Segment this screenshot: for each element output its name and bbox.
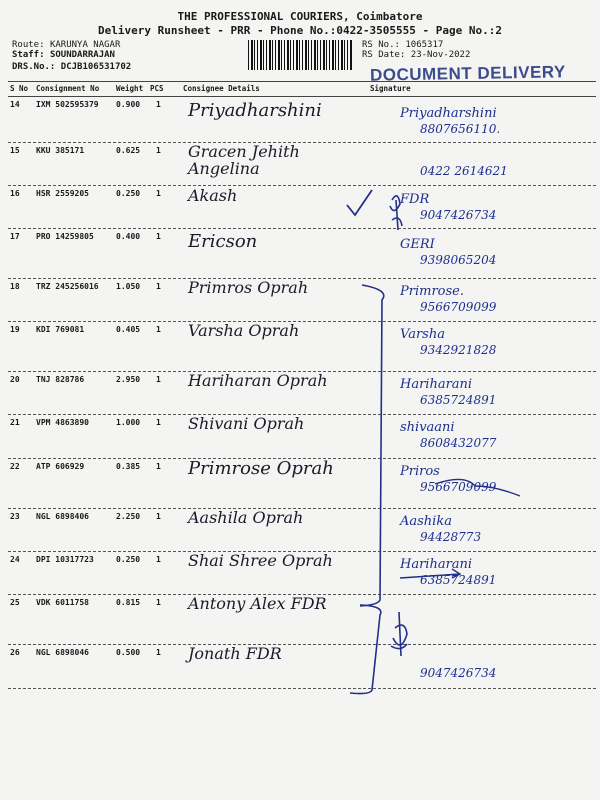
consignment-cell: KDI 769081 — [36, 325, 85, 334]
phone-handwritten: 9047426734 — [420, 666, 497, 680]
signature-loop — [435, 479, 520, 496]
consignee-handwritten: Gracen Jehith Angelina — [188, 142, 300, 178]
rs-date-label: RS Date: — [362, 50, 406, 60]
route-value: KARUNYA NAGAR — [49, 40, 121, 50]
weight-cell: 0.405 — [116, 325, 141, 334]
consignee-handwritten: Shivani Oprah — [188, 414, 305, 433]
phone-handwritten: 8807656110. — [420, 122, 501, 136]
signature-handwritten: Priyadharshini — [400, 106, 497, 121]
staff-value: SOUNDARRAJAN — [49, 50, 115, 60]
pcs-cell: 1 — [156, 100, 161, 109]
consignee-handwritten: Akash — [188, 186, 238, 205]
sno-cell: 20 — [10, 375, 20, 384]
sno-cell: 22 — [10, 462, 20, 471]
weight-cell: 1.000 — [116, 418, 141, 427]
signature-scribble — [390, 196, 402, 230]
consignment-cell: VDK 6011758 — [36, 598, 89, 607]
signature-handwritten: GERI — [400, 237, 435, 252]
consignee-handwritten: Varsha Oprah — [188, 321, 300, 340]
pcs-cell: 1 — [156, 648, 161, 657]
consignment-cell: TNJ 828786 — [36, 375, 85, 384]
col-signature: Signature — [370, 84, 411, 93]
route-label: Route: — [12, 40, 45, 50]
sno-cell: 25 — [10, 598, 20, 607]
phone-handwritten: 9566709099 — [420, 300, 497, 314]
pcs-cell: 1 — [156, 189, 161, 198]
sno-cell: 15 — [10, 146, 20, 155]
phone-handwritten: 6385724891 — [420, 393, 497, 407]
signature-handwritten: Varsha — [400, 327, 445, 342]
rs-no-label: RS No.: — [362, 40, 400, 50]
pcs-cell: 1 — [156, 146, 161, 155]
document-delivery-stamp: DOCUMENT DELIVERY — [369, 62, 566, 85]
weight-cell: 0.815 — [116, 598, 141, 607]
sno-cell: 18 — [10, 282, 20, 291]
weight-cell: 0.400 — [116, 232, 141, 241]
signature-handwritten: Hariharani — [400, 557, 473, 572]
company-title: THE PROFESSIONAL COURIERS, Coimbatore — [177, 10, 423, 23]
staff-label: Staff: — [12, 50, 45, 60]
consignee-handwritten: Antony Alex FDR — [188, 594, 327, 613]
sno-cell: 14 — [10, 100, 20, 109]
pcs-cell: 1 — [156, 462, 161, 471]
signature-handwritten: FDR — [400, 192, 430, 207]
col-weight: Weight — [116, 84, 144, 93]
consignment-cell: HSR 2559205 — [36, 189, 89, 198]
consignment-cell: ATP 606929 — [36, 462, 85, 471]
consignment-cell: IXM 502595379 — [36, 100, 99, 109]
consignee-handwritten: Jonath FDR — [188, 644, 282, 663]
phone-handwritten: 94428773 — [420, 530, 482, 544]
pcs-cell: 1 — [156, 512, 161, 521]
weight-cell: 0.900 — [116, 100, 141, 109]
phone-handwritten: 9566709099 — [420, 480, 497, 494]
pcs-cell: 1 — [156, 282, 161, 291]
arrow-mark — [400, 569, 460, 578]
consignment-cell: VPM 4863890 — [36, 418, 89, 427]
rs-date-value: 23-Nov-2022 — [410, 50, 471, 60]
consignment-cell: TRZ 245256016 — [36, 282, 99, 291]
sno-cell: 16 — [10, 189, 20, 198]
pcs-cell: 1 — [156, 598, 161, 607]
col-consignment: Consignment No — [36, 84, 100, 93]
phone-handwritten: 9047426734 — [420, 208, 497, 222]
phone-handwritten: 8608432077 — [420, 436, 497, 450]
consignment-cell: NGL 6898406 — [36, 512, 89, 521]
weight-cell: 0.385 — [116, 462, 141, 471]
weight-cell: 1.050 — [116, 282, 141, 291]
runsheet-subtitle: Delivery Runsheet - PRR - Phone No.:0422-3505555 - Page No.:2 — [98, 24, 502, 37]
weight-cell: 0.250 — [116, 189, 141, 198]
pcs-cell: 1 — [156, 232, 161, 241]
check-mark — [347, 190, 372, 215]
signature-handwritten: shivaani — [400, 420, 455, 435]
sno-cell: 19 — [10, 325, 20, 334]
sno-cell: 23 — [10, 512, 20, 521]
signature-scribble-2 — [391, 612, 407, 656]
signature-handwritten: Hariharani — [400, 377, 473, 392]
bracket-mark-lower — [350, 605, 381, 694]
consignee-handwritten: Aashila Oprah — [188, 508, 304, 527]
phone-handwritten: 9398065204 — [420, 253, 497, 267]
signature-handwritten: Aashika — [400, 514, 452, 529]
drs-label: DRS.No.: — [12, 62, 56, 72]
weight-cell: 0.500 — [116, 648, 141, 657]
sno-cell: 21 — [10, 418, 20, 427]
col-consignee: Consignee Details — [183, 84, 260, 93]
consignee-handwritten: Ericson — [188, 231, 258, 252]
consignee-handwritten: Hariharan Oprah — [188, 371, 328, 390]
sno-cell: 26 — [10, 648, 20, 657]
consignment-cell: KKU 385171 — [36, 146, 85, 155]
weight-cell: 2.250 — [116, 512, 141, 521]
col-sno: S No — [10, 84, 29, 93]
phone-handwritten: 0422 2614621 — [420, 164, 508, 178]
pcs-cell: 1 — [156, 325, 161, 334]
weight-cell: 0.250 — [116, 555, 141, 564]
consignment-cell: PRO 14259805 — [36, 232, 94, 241]
phone-handwritten: 9342921828 — [420, 343, 497, 357]
consignment-cell: DPI 10317723 — [36, 555, 94, 564]
sno-cell: 24 — [10, 555, 20, 564]
phone-handwritten: 6385724891 — [420, 573, 497, 587]
weight-cell: 0.625 — [116, 146, 141, 155]
col-pcs: PCS — [150, 84, 164, 93]
consignee-handwritten: Priyadharshini — [188, 100, 322, 121]
drs-value: DCJB106531702 — [60, 62, 132, 72]
bracket-mark — [360, 285, 384, 606]
sno-cell: 17 — [10, 232, 20, 241]
signature-handwritten: Primrose. — [400, 284, 464, 299]
pcs-cell: 1 — [156, 418, 161, 427]
consignee-handwritten: Primros Oprah — [188, 278, 309, 297]
signature-handwritten: Priros — [400, 464, 440, 479]
consignee-handwritten: Shai Shree Oprah — [188, 551, 333, 570]
pcs-cell: 1 — [156, 555, 161, 564]
pcs-cell: 1 — [156, 375, 161, 384]
weight-cell: 2.950 — [116, 375, 141, 384]
rs-no-value: 1065317 — [405, 40, 444, 50]
consignee-handwritten: Primrose Oprah — [188, 458, 334, 479]
consignment-cell: NGL 6898046 — [36, 648, 89, 657]
